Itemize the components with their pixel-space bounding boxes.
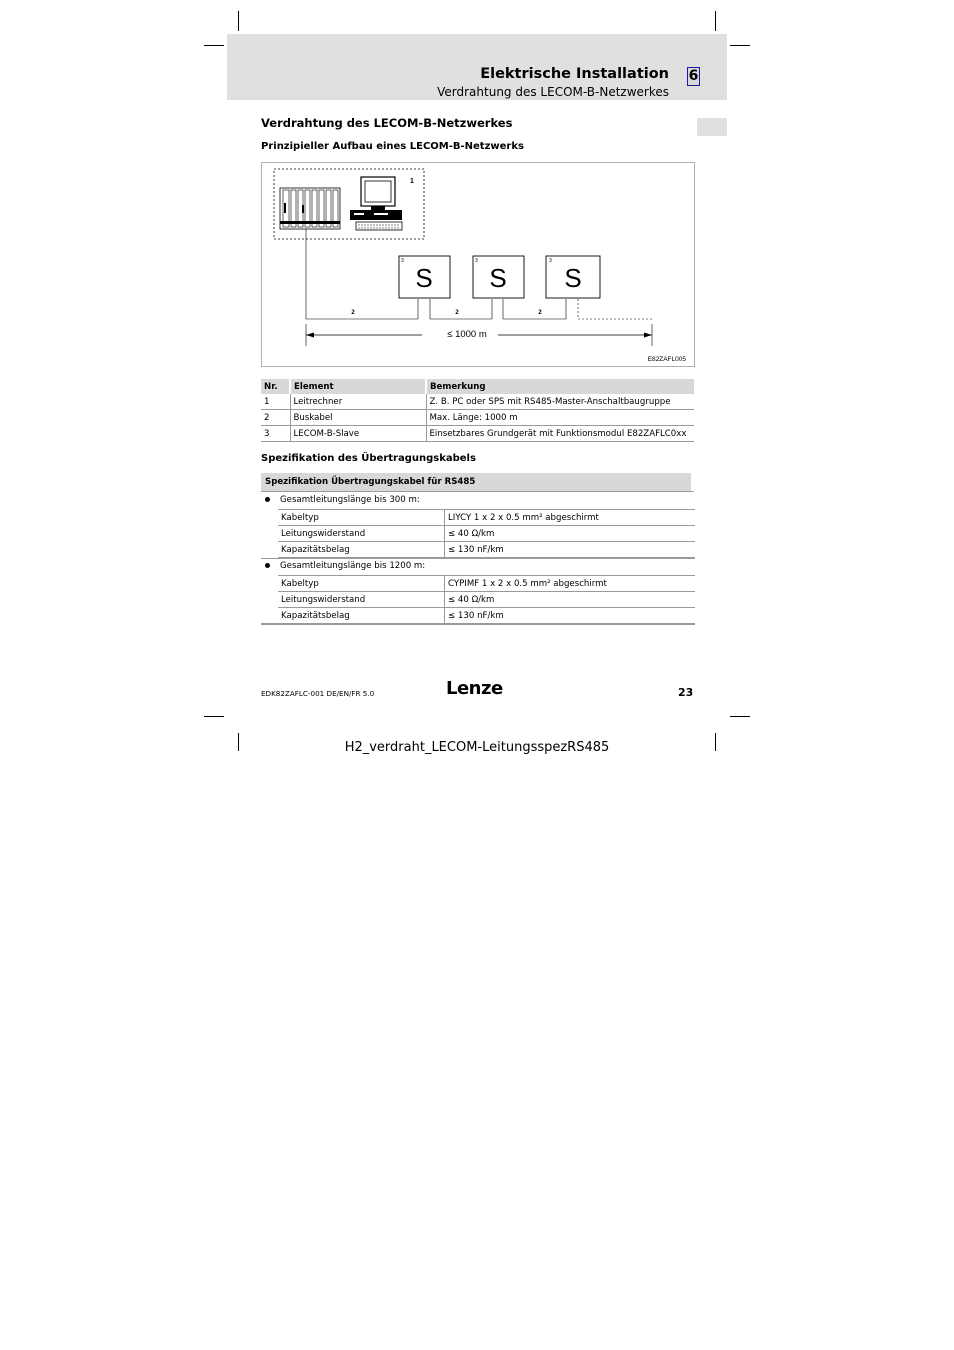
- spec-heading: Spezifikation des Übertragungskabels: [261, 453, 476, 464]
- spec-value: ≤ 40 Ω/km: [445, 526, 696, 542]
- lenze-logo: Lenze: [446, 678, 503, 699]
- crop-mark: [238, 11, 239, 31]
- col-header-nr: Nr.: [261, 379, 290, 394]
- table-row: [261, 410, 694, 426]
- spec-group-label: Gesamtleitungslänge bis 300 m:: [280, 495, 420, 505]
- spec-value: ≤ 40 Ω/km: [445, 592, 696, 608]
- network-diagram: [261, 162, 695, 367]
- slave-3: [546, 256, 600, 298]
- spec-group-2: [265, 561, 425, 571]
- spec-property: Kapazitätsbelag: [278, 542, 445, 558]
- cable-label-3: 2: [538, 310, 542, 316]
- divider: [261, 491, 694, 492]
- table-row: [278, 576, 695, 592]
- plc-rack-icon: [280, 188, 340, 229]
- chapter-subtitle: Verdrahtung des LECOM-B-Netzwerkes: [437, 85, 669, 99]
- svg-text:3: 3: [549, 258, 552, 264]
- cell-bemerkung: Max. Länge: 1000 m: [426, 410, 694, 426]
- cell-nr: 3: [261, 426, 290, 442]
- crop-mark: [715, 11, 716, 31]
- bullet-icon: [265, 563, 270, 568]
- spec-group-label: Gesamtleitungslänge bis 1200 m:: [280, 561, 426, 571]
- cable-label-1: 2: [351, 310, 355, 316]
- col-header-bemerkung: Bemerkung: [426, 379, 694, 394]
- table-row: [278, 526, 695, 542]
- crop-mark: [730, 716, 750, 717]
- slave-1: [399, 256, 450, 298]
- slave-2-letter: S: [489, 263, 507, 293]
- distance-label: ≤ 1000 m: [447, 329, 487, 340]
- spec-property: Kapazitätsbelag: [278, 608, 445, 624]
- spec-value: ≤ 130 nF/km: [445, 542, 696, 558]
- file-caption: H2_verdraht_LECOM-LeitungsspezRS485: [344, 740, 610, 755]
- chapter-number: 6: [688, 68, 699, 84]
- table-row: [278, 608, 695, 624]
- section-heading: Verdrahtung des LECOM-B-Netzwerkes: [261, 116, 513, 130]
- divider: [261, 623, 695, 625]
- divider: [261, 558, 695, 559]
- table-row: [278, 592, 695, 608]
- svg-text:3: 3: [475, 258, 478, 264]
- spec-value: LIYCY 1 x 2 x 0.5 mm² abgeschirmt: [445, 510, 696, 526]
- table-row: [278, 542, 695, 558]
- spec-value: ≤ 130 nF/km: [445, 608, 696, 624]
- spec-property: Leitungswiderstand: [278, 592, 445, 608]
- cell-element: LECOM-B-Slave: [290, 426, 426, 442]
- bullet-icon: [265, 497, 270, 502]
- figure-heading: Prinzipieller Aufbau eines LECOM-B-Netzwerks: [261, 141, 524, 152]
- slave-2: [473, 256, 524, 298]
- crop-mark: [204, 45, 224, 46]
- cell-element: Leitrechner: [290, 394, 426, 410]
- table-header-row: [261, 379, 694, 394]
- cell-nr: 1: [261, 394, 290, 410]
- table-row: [278, 510, 695, 526]
- spec-property: Leitungswiderstand: [278, 526, 445, 542]
- spec-table-300m: [278, 509, 695, 558]
- crop-mark: [730, 45, 750, 46]
- cell-nr: 2: [261, 410, 290, 426]
- side-tab-marker: [697, 118, 727, 136]
- document-code: EDK82ZAFLC-001 DE/EN/FR 5.0: [261, 689, 375, 698]
- chapter-title: Elektrische Installation: [480, 66, 669, 82]
- cell-element: Buskabel: [290, 410, 426, 426]
- cell-bemerkung: Z. B. PC oder SPS mit RS485-Master-Anschaltbaugruppe: [426, 394, 694, 410]
- spec-value: CYPIMF 1 x 2 x 0.5 mm² abgeschirmt: [445, 576, 696, 592]
- spec-property: Kabeltyp: [278, 510, 445, 526]
- col-header-element: Element: [290, 379, 426, 394]
- pc-icon: [350, 177, 402, 230]
- cable-label-2: 2: [455, 310, 459, 316]
- table-row: [261, 426, 694, 442]
- table-row: [261, 394, 694, 410]
- svg-text:3: 3: [401, 258, 404, 264]
- element-table: [261, 379, 694, 442]
- cell-bemerkung: Einsetzbares Grundgerät mit Funktionsmodul E82ZAFLC0xx: [426, 426, 694, 442]
- spec-property: Kabeltyp: [278, 576, 445, 592]
- figure-code: E82ZAFL005: [647, 356, 686, 363]
- spec-table-title: Spezifikation Übertragungskabel für RS485: [261, 473, 691, 491]
- spec-table-1200m: [278, 575, 695, 624]
- spec-group-1: [265, 495, 420, 505]
- label-1: 1: [410, 178, 414, 185]
- crop-mark: [204, 716, 224, 717]
- slave-3-letter: S: [564, 263, 582, 293]
- slave-1-letter: S: [415, 263, 433, 293]
- page-number: 23: [678, 686, 694, 699]
